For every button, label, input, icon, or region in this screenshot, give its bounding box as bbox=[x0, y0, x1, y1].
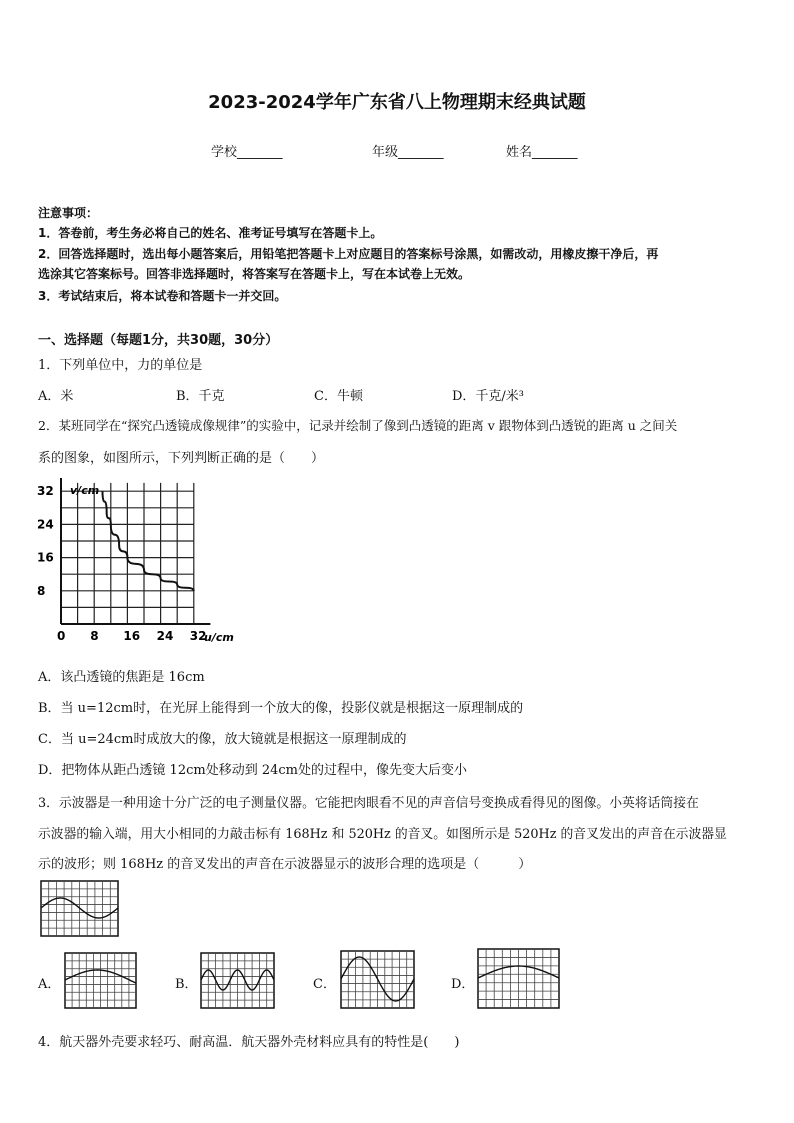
x-tick-label: 16 bbox=[123, 629, 141, 643]
waveform-a bbox=[64, 952, 138, 1010]
q3-option-c: C． bbox=[313, 977, 336, 992]
note-item: 1．答卷前，考生务必将自己的姓名、准考证号填写在答题卡上。 bbox=[38, 226, 383, 240]
waveform-b bbox=[200, 952, 276, 1010]
q1-option-b: B．千克 bbox=[176, 389, 225, 404]
q3-option-b: B． bbox=[175, 977, 198, 992]
q2-option-d: D．把物体从距凸透镜 12cm处移动到 24cm处的过程中，像先变大后变小 bbox=[38, 763, 467, 778]
note-item: 3．考试结束后，将本试卷和答题卡一并交回。 bbox=[38, 289, 287, 303]
lens-graph bbox=[34, 478, 244, 648]
y-tick-label: 16 bbox=[37, 550, 54, 565]
page-title: 2023-2024学年广东省八上物理期末经典试题 bbox=[208, 92, 586, 113]
q1-option-d: D．千克/米³ bbox=[452, 389, 525, 404]
school-field: 学校_______ bbox=[211, 145, 283, 160]
x-tick-label: 32 bbox=[189, 629, 207, 643]
graph-axes bbox=[61, 478, 210, 624]
q3-stem: 3．示波器是一种用途十分广泛的电子测量仪器。它能把肉眼看不见的声音信号变换成看得见的图像。小英将话筒接在 bbox=[38, 796, 699, 811]
section-heading: 一、选择题（每题1分，共30题，30分） bbox=[38, 333, 279, 348]
q2-option-c: C．当 u=24cm时成放大的像，放大镜就是根据这一原理制成的 bbox=[38, 732, 407, 747]
y-axis-label: v/cm bbox=[70, 484, 100, 497]
q4-stem: 4．航天器外壳要求轻巧、耐高温．航天器外壳材料应具有的特性是( ) bbox=[38, 1035, 460, 1050]
name-field: 姓名_______ bbox=[506, 145, 578, 160]
q1-stem: 1．下列单位中，力的单位是 bbox=[38, 358, 203, 373]
q3-option-d: D． bbox=[451, 977, 475, 992]
q2-option-a: A．该凸透镜的焦距是 16cm bbox=[38, 670, 205, 685]
q2-stem: 2．某班同学在“探究凸透镜成像规律”的实验中，记录并绘制了像到凸透镜的距离 v 跟物体到凸透锐的距离 u 之间关 bbox=[38, 418, 678, 433]
y-tick-label: 8 bbox=[37, 583, 46, 598]
notes-heading: 注意事项： bbox=[38, 206, 99, 220]
q1-option-c: C．牛顿 bbox=[314, 389, 363, 404]
y-tick-label: 32 bbox=[37, 484, 54, 499]
q2-option-b: B．当 u=12cm时，在光屏上能得到一个放大的像，投影仪就是根据这一原理制成的 bbox=[38, 701, 524, 716]
note-item: 选涂其它答案标号。回答非选择题时，将答案写在答题卡上，写在本试卷上无效。 bbox=[38, 267, 471, 281]
x-tick-label: 8 bbox=[90, 629, 99, 643]
note-item: 2．回答选择题时，选出每小题答案后，用铅笔把答题卡上对应题目的答案标号涂黑，如需改动，用橡皮擦干净后，再 bbox=[38, 247, 659, 261]
x-tick-label: 0 bbox=[57, 629, 66, 643]
y-tick-label: 24 bbox=[37, 517, 54, 532]
waveform-d bbox=[477, 948, 561, 1010]
waveform-c bbox=[340, 950, 416, 1010]
q3-option-a: A． bbox=[38, 977, 61, 992]
q3-stem: 示波器的输入端，用大小相同的力敲击标有 168Hz 和 520Hz 的音叉。如图所示是 520Hz 的音叉发出的声音在示波器显 bbox=[38, 827, 727, 842]
x-axis-label: u/cm bbox=[204, 631, 234, 644]
grade-field: 年级_______ bbox=[372, 145, 444, 160]
q3-stem: 示的波形；则 168Hz 的音叉发出的声音在示波器显示的波形合理的选项是（ ） bbox=[38, 857, 532, 872]
q1-option-a: A．米 bbox=[38, 389, 74, 404]
q2-stem: 系的图象，如图所示，下列判断正确的是（ ） bbox=[38, 451, 325, 466]
x-tick-label: 24 bbox=[156, 629, 174, 643]
reference-waveform bbox=[40, 880, 120, 938]
